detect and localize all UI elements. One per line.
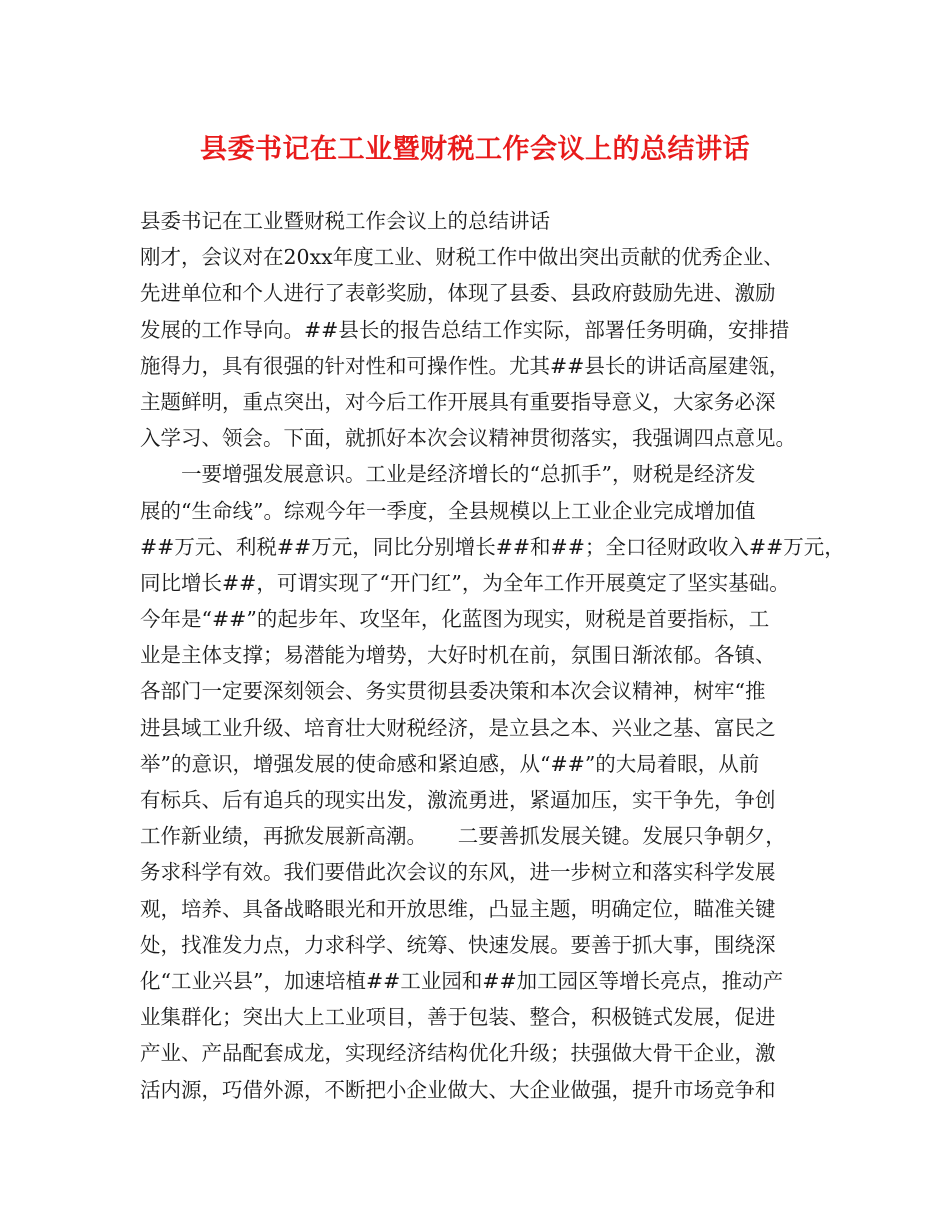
text-line: 工作新业绩，再掀发展新高潮。 二要善抓发展关键。发展只争朝夕， (140, 824, 786, 849)
text-line: 活内源，巧借外源，不断把小企业做大、大企业做强，提升市场竞争和 (140, 1077, 776, 1102)
text-line: 刚才，会议对在20xx年度工业、财税工作中做出突出贡献的优秀企业、 (140, 245, 784, 270)
text-line: ##万元、利税##万元，同比分别增长##和##；全口径财政收入##万元， (140, 534, 845, 559)
text-line: 化“工业兴县”，加速培植##工业园和##加工园区等增长亮点，推动产 (140, 968, 784, 993)
text-line: 主题鲜明，重点突出，对今后工作开展具有重要指导意义，大家务必深 (140, 389, 776, 414)
text-line: 施得力，具有很强的针对性和可操作性。尤其##县长的讲话高屋建瓴， (140, 353, 790, 378)
document-body (140, 203, 845, 1108)
text-line: 各部门一定要深刻领会、务实贯彻县委决策和本次会议精神，树牢“推 (140, 679, 766, 704)
text-line: 业集群化；突出大上工业项目，善于包装、整合，积极链式发展，促进 (140, 1005, 776, 1030)
text-line: 举”的意识，增强发展的使命感和紧迫感，从“##”的大局着眼，从前 (140, 751, 760, 776)
text-line: 进县域工业升级、培育壮大财税经济，是立县之本、兴业之基、富民之 (140, 715, 776, 740)
text-line: 务求科学有效。我们要借此次会议的东风，进一步树立和落实科学发展 (140, 860, 776, 885)
text-line: 县委书记在工业暨财税工作会议上的总结讲话 (140, 209, 550, 233)
text-line: 有标兵、后有追兵的现实出发，激流勇进，紧逼加压，实干争先，争创 (140, 788, 776, 812)
text-line: 发展的工作导向。##县长的报告总结工作实际，部署任务明确，安排措 (140, 317, 790, 342)
document-title: 县委书记在工业暨财税工作会议上的总结讲话 (200, 134, 750, 165)
text-line: 观，培养、具备战略眼光和开放思维，凸显主题，明确定位，瞄准关键 (140, 896, 776, 921)
text-line: 处，找准发力点，力求科学、统筹、快速发展。要善于抓大事，围绕深 (140, 932, 776, 957)
text-line: 同比增长##，可谓实现了“开门红”，为全年工作开展奠定了坚实基础。 (140, 570, 790, 595)
text-line: 产业、产品配套成龙，实现经济结构优化升级；扶强做大骨干企业，激 (140, 1041, 776, 1066)
text-line: 今年是“##”的起步年、攻坚年，化蓝图为现实，财税是首要指标，工 (140, 607, 770, 632)
text-line: 先进单位和个人进行了表彰奖励，体现了县委、县政府鼓励先进、激励 (140, 281, 776, 306)
text-line: 一要增强发展意识。工业是经济增长的“总抓手”，财税是经济发 (140, 462, 756, 487)
text-line: 业是主体支撑；易潜能为增势，大好时机在前，氛围日渐浓郁。各镇、 (140, 643, 776, 668)
text-line: 入学习、领会。下面，就抓好本次会议精神贯彻落实，我强调四点意见。 (140, 426, 796, 451)
text-line: 展的“生命线”。综观今年一季度，全县规模以上工业企业完成增加值 (140, 498, 756, 523)
